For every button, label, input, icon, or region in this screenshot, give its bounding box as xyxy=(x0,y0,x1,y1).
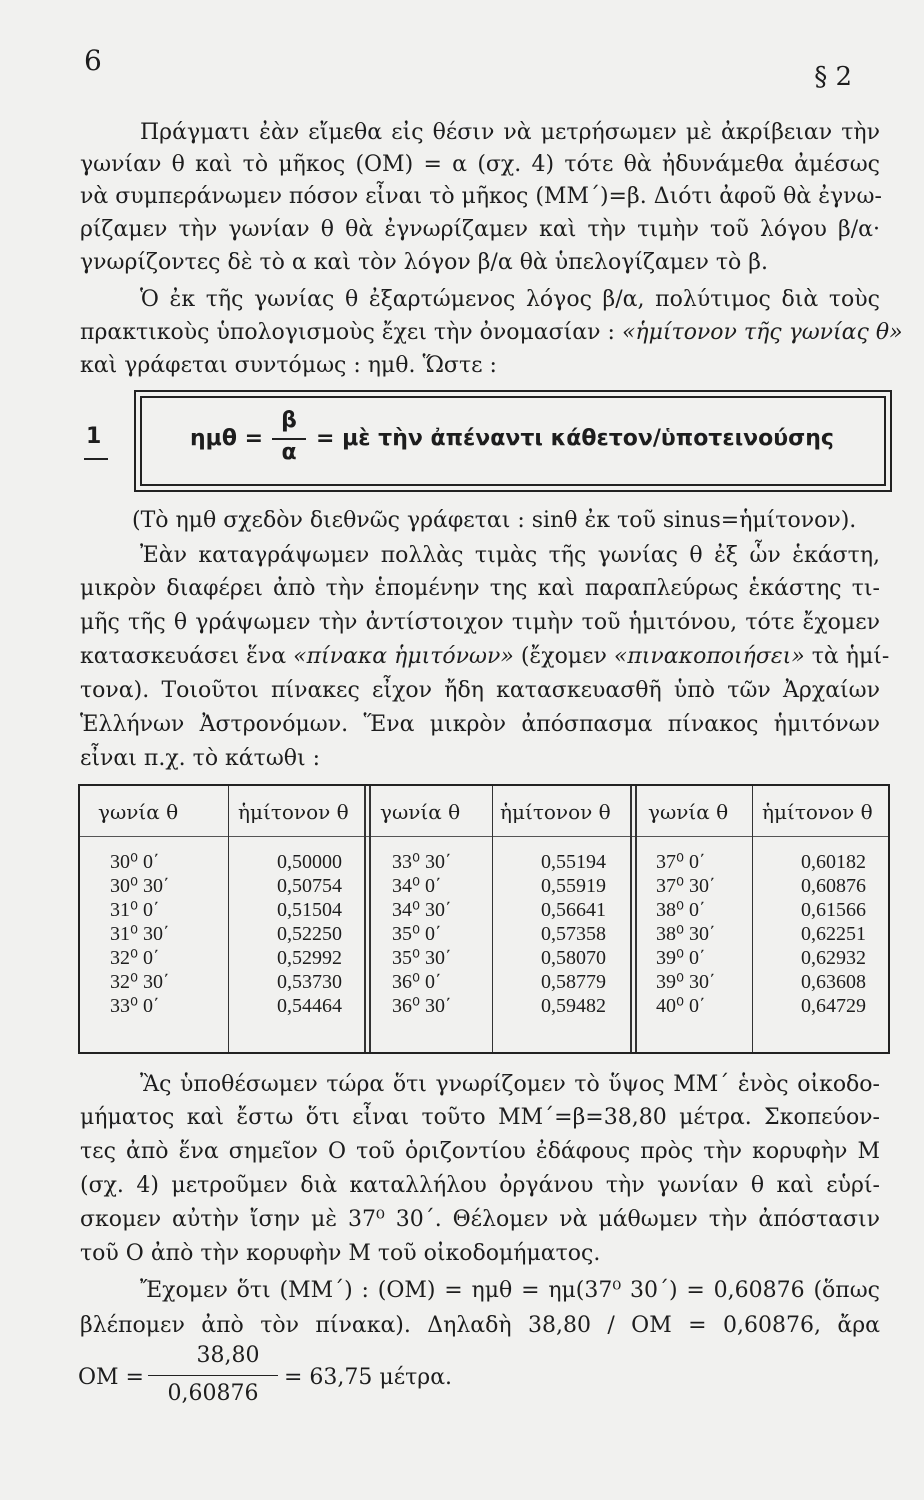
table-column-rule xyxy=(492,786,493,1052)
formula-number: 1 xyxy=(86,424,102,449)
section-marker: § 2 xyxy=(814,62,852,92)
table-cell: 32⁰ 30΄ xyxy=(110,971,170,993)
text-line: τες ἀπὸ ἕνα σημεῖον Ο τοῦ ὁριζοντίου ἐδάφους πρὸς τὴν κορυφὴν Μ xyxy=(80,1139,880,1164)
table-column-rule xyxy=(364,786,366,1052)
text-line: Ἐὰν καταγράψωμεν πολλὰς τιμὰς τῆς γωνίας θ ἐξ ὧν ἑκάστη, xyxy=(140,543,880,568)
text-line xyxy=(80,642,890,672)
table-cell: 38⁰ 30΄ xyxy=(656,923,716,945)
text-span: τὰ ἡμί- xyxy=(811,644,890,669)
table-cell: 37⁰ 30΄ xyxy=(656,875,716,897)
text-line: Ὁ ἐκ τῆς γωνίας θ ἐξαρτώμενος λόγος β/α, πολύτιμος διὰ τοὺς xyxy=(140,287,880,312)
table-cell: 0,57358 xyxy=(541,923,606,945)
text-line: (Τὸ ημθ σχεδὸν διεθνῶς γράφεται : sinθ ἐκ τοῦ sinus=ἡμίτονον). xyxy=(132,508,857,533)
result-numerator: 38,80 xyxy=(196,1343,260,1368)
table-cell: 0,64729 xyxy=(801,995,866,1017)
table-cell: 0,63608 xyxy=(801,971,866,993)
table-cell: 35⁰ 30΄ xyxy=(392,947,452,969)
table-cell: 0,55194 xyxy=(541,851,606,873)
table-column-angles xyxy=(656,850,716,1018)
table-column-angles xyxy=(110,850,170,1018)
text-line: ρίζαμεν τὴν γωνίαν θ θὰ ἐγνωρίζαμεν καὶ τὴν τιμὴν τοῦ λόγου β/α· xyxy=(80,217,880,242)
table-cell: 0,51504 xyxy=(277,899,342,921)
italic-term: «ἡμίτονον τῆς γωνίας θ» xyxy=(621,320,903,345)
table-column-sines xyxy=(240,850,342,1018)
table-cell: 0,60876 xyxy=(801,875,866,897)
table-cell: 0,50754 xyxy=(277,875,342,897)
result-rhs: = 63,75 μέτρα. xyxy=(284,1365,453,1390)
text-line: νὰ συμπεράνωμεν πόσον εἶναι τὸ μῆκος (ΜΜ΄)=β. Διότι ἀφοῦ θὰ ἐγνω- xyxy=(80,184,882,209)
formula-lhs: ημθ = xyxy=(190,426,264,451)
text-line xyxy=(80,318,903,348)
table-cell: 0,62251 xyxy=(801,923,866,945)
table-cell: 0,52250 xyxy=(277,923,342,945)
text-line: μικρὸν διαφέρει ἀπὸ τὴν ἑπομένην της καὶ παραπλεύρως ἑκάστης τι- xyxy=(80,576,880,601)
result-lhs: ΟΜ = xyxy=(78,1365,144,1390)
table-cell: 0,61566 xyxy=(801,899,866,921)
text-line: μῆς τῆς θ γράψωμεν τὴν ἀντίστοιχον τιμὴν τοῦ ἡμιτόνου, τότε ἔχομεν xyxy=(80,610,880,635)
formula-denominator: α xyxy=(281,440,297,465)
table-cell: 34⁰ 30΄ xyxy=(392,899,452,921)
table-column-angles xyxy=(392,850,452,1018)
text-line: καὶ γράφεται συντόμως : ημθ. Ὥστε : xyxy=(80,353,497,378)
table-header: ἡμίτονον θ xyxy=(500,800,611,824)
table-cell: 36⁰ 0΄ xyxy=(392,971,442,993)
table-cell: 38⁰ 0΄ xyxy=(656,899,706,921)
table-cell: 30⁰ 30΄ xyxy=(110,875,170,897)
table-cell: 36⁰ 30΄ xyxy=(392,995,452,1017)
table-header: γωνία θ xyxy=(648,800,729,824)
table-column-sines xyxy=(504,850,606,1018)
table-column-rule xyxy=(630,786,632,1052)
table-cell: 0,54464 xyxy=(277,995,342,1017)
table-cell: 0,58779 xyxy=(541,971,606,993)
text-line: μήματος καὶ ἔστω ὅτι εἶναι τοῦτο ΜΜ΄=β=38,80 μέτρα. Σκοπεύον- xyxy=(80,1105,880,1130)
table-header: γωνία θ xyxy=(98,800,179,824)
table-cell: 37⁰ 0΄ xyxy=(656,851,706,873)
text-line: σκομεν αὐτὴν ἴσην μὲ 37⁰ 30΄. Θέλομεν νὰ μάθωμεν τὴν ἀπόστασιν xyxy=(80,1207,880,1232)
fraction-bar xyxy=(148,1375,278,1376)
text-line: εἶναι π.χ. τὸ κάτωθι : xyxy=(80,746,321,771)
text-line: γωνίαν θ καὶ τὸ μῆκος (ΟΜ) = α (σχ. 4) τότε θὰ ἠδυνάμεθα ἀμέσως xyxy=(80,152,880,177)
italic-term: «πίνακα ἡμιτόνων» xyxy=(293,644,514,669)
text-line: (σχ. 4) μετροῦμεν διὰ καταλλήλου ὀργάνου τὴν γωνίαν θ καὶ εὑρί- xyxy=(80,1173,880,1198)
table-column-sines xyxy=(764,850,866,1018)
table-cell: 39⁰ 0΄ xyxy=(656,947,706,969)
text-span: πρακτικοὺς ὑπολογισμοὺς ἔχει τὴν ὀνομασίαν : xyxy=(80,320,615,345)
table-cell: 0,53730 xyxy=(277,971,342,993)
sine-table xyxy=(78,784,890,1054)
table-cell: 0,62932 xyxy=(801,947,866,969)
table-cell: 31⁰ 30΄ xyxy=(110,923,170,945)
text-line: Ἑλλήνων Ἀστρονόμων. Ἕνα μικρὸν ἀπόσπασμα πίνακος ἡμιτόνων xyxy=(80,712,880,737)
table-header: ἡμίτονον θ xyxy=(238,800,349,824)
table-cell: 32⁰ 0΄ xyxy=(110,947,160,969)
table-cell: 34⁰ 0΄ xyxy=(392,875,442,897)
table-column-rule xyxy=(635,786,637,1052)
text-span: (ἔχομεν xyxy=(520,644,607,669)
text-line: τοῦ Ο ἀπὸ τὴν κορυφὴν Μ τοῦ οἰκοδομήματος. xyxy=(80,1241,601,1266)
table-cell: 0,52992 xyxy=(277,947,342,969)
table-column-rule xyxy=(752,786,753,1052)
table-header: γωνία θ xyxy=(380,800,461,824)
table-cell: 33⁰ 0΄ xyxy=(110,995,160,1017)
formula-numerator: β xyxy=(281,408,297,433)
formula-number-underline xyxy=(84,458,108,460)
table-header-rule xyxy=(80,836,888,837)
result-denominator: 0,60876 xyxy=(167,1381,259,1406)
table-cell: 0,60182 xyxy=(801,851,866,873)
table-cell: 31⁰ 0΄ xyxy=(110,899,160,921)
table-cell: 0,50000 xyxy=(277,851,342,873)
text-line: βλέπομεν ἀπὸ τὸν πίνακα). Δηλαδὴ 38,80 / ΟΜ = 0,60876, ἄρα xyxy=(80,1313,880,1338)
table-cell: 30⁰ 0΄ xyxy=(110,851,160,873)
table-column-rule xyxy=(369,786,371,1052)
table-column-rule xyxy=(228,786,229,1052)
table-header: ἡμίτονον θ xyxy=(762,800,873,824)
table-cell: 40⁰ 0΄ xyxy=(656,995,706,1017)
table-cell: 0,55919 xyxy=(541,875,606,897)
text-line: Ἂς ὑποθέσωμεν τώρα ὅτι γνωρίζομεν τὸ ὕψος ΜΜ΄ ἑνὸς οἰκοδο- xyxy=(140,1072,880,1097)
text-line: γνωρίζοντες δὲ τὸ α καὶ τὸν λόγον β/α θὰ ὑπελογίζαμεν τὸ β. xyxy=(80,250,768,275)
text-span: κατασκευάσει ἕνα xyxy=(80,644,287,669)
table-cell: 0,59482 xyxy=(541,995,606,1017)
table-cell: 39⁰ 30΄ xyxy=(656,971,716,993)
formula-rhs: = μὲ τὴν ἀπέναντι κάθετον/ὑποτεινούσης xyxy=(316,426,834,451)
text-line: τονα). Τοιοῦτοι πίνακες εἶχον ἤδη κατασκευασθῆ ὑπὸ τῶν Ἀρχαίων xyxy=(80,678,880,703)
italic-term: «πινακοποιήσει» xyxy=(613,644,805,669)
page-number: 6 xyxy=(84,44,102,77)
table-cell: 33⁰ 30΄ xyxy=(392,851,452,873)
table-cell: 0,58070 xyxy=(541,947,606,969)
text-line: Πράγματι ἐὰν εἴμεθα εἰς θέσιν νὰ μετρήσωμεν μὲ ἀκρίβειαν τὴν xyxy=(140,120,880,145)
table-cell: 0,56641 xyxy=(541,899,606,921)
text-line: Ἔχομεν ὅτι (ΜΜ΄) : (ΟΜ) = ημθ = ημ(37⁰ 30΄) = 0,60876 (ὅπως xyxy=(140,1278,880,1303)
table-cell: 35⁰ 0΄ xyxy=(392,923,442,945)
